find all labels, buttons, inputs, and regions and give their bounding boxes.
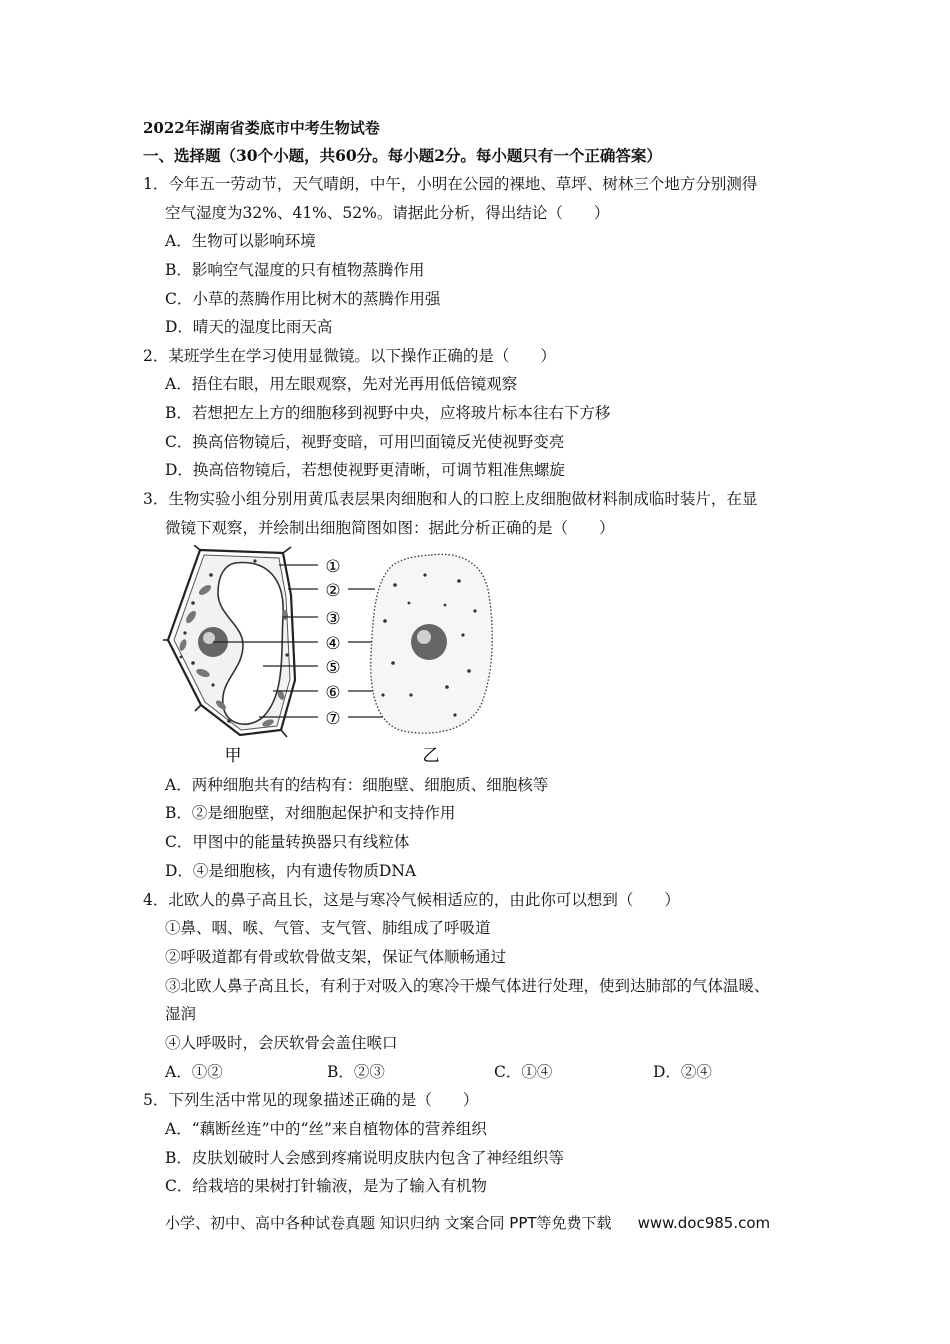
q2-option-a: A．捂住右眼，用左眼观察，先对光再用低倍镜观察 — [165, 375, 518, 393]
q4-statement-3-line1: ③北欧人鼻子高且长，有利于对吸入的寒冷干燥气体进行处理，使到达肺部的气体温暖、 — [165, 977, 770, 995]
q2-option-d: D．换高倍物镜后，若想使视野更清晰，可调节粗准焦螺旋 — [165, 461, 565, 479]
page-footer — [165, 1212, 770, 1233]
q5-option-b: B．皮肤划破时人会感到疼痛说明皮肤内包含了神经组织等 — [165, 1149, 564, 1167]
fig-caption-left: 甲 — [224, 746, 242, 766]
fig-label-1: ① — [325, 557, 341, 577]
exam-title: 2022年湖南省娄底市中考生物试卷 — [143, 119, 380, 137]
q3-option-c: C．甲图中的能量转换器只有线粒体 — [165, 833, 410, 851]
q1-option-a: A．生物可以影响环境 — [165, 232, 316, 250]
q4-option-d: D．②④ — [653, 1063, 712, 1081]
q2-option-b: B．若想把左上方的细胞移到视野中央，应将玻片标本往右下方移 — [165, 404, 611, 422]
q4-statement-3-line2: 湿润 — [165, 1005, 197, 1023]
section-heading: 一、选择题（30个小题，共60分。每小题2分。每小题只有一个正确答案） — [143, 146, 662, 165]
q3-stem-line1: 3．生物实验小组分别用黄瓜表层果肉细胞和人的口腔上皮细胞做材料制成临时装片，在显 — [143, 490, 758, 508]
fig-label-6: ⑥ — [325, 683, 341, 703]
fig-caption-right: 乙 — [422, 746, 440, 766]
q4-stem: 4．北欧人的鼻子高且长，这是与寒冷气候相适应的，由此你可以想到（ ） — [143, 891, 680, 909]
q5-option-c: C．给栽培的果树打针输液，是为了输入有机物 — [165, 1177, 487, 1195]
q1-stem-line2: 空气湿度为32%、41%、52%。请据此分析，得出结论（ ） — [165, 204, 610, 222]
plant-cell — [163, 545, 295, 737]
footer-text: 小学、初中、高中各种试卷真题 知识归纳 文案合同 PPT等免费下载 — [165, 1214, 612, 1232]
q4-statement-1: ①鼻、咽、喉、气管、支气管、肺组成了呼吸道 — [165, 919, 491, 937]
q5-stem: 5．下列生活中常见的现象描述正确的是（ ） — [143, 1091, 479, 1109]
q3-option-b: B．②是细胞壁，对细胞起保护和支持作用 — [165, 804, 456, 822]
fig-label-5: ⑤ — [325, 658, 341, 678]
q3-option-d: D．④是细胞核，内有遗传物质DNA — [165, 862, 417, 880]
q4-option-c: C．①④ — [494, 1063, 553, 1081]
q1-option-b: B．影响空气湿度的只有植物蒸腾作用 — [165, 261, 425, 279]
animal-cell — [371, 554, 493, 733]
q1-option-c: C．小草的蒸腾作用比树木的蒸腾作用强 — [165, 290, 441, 308]
fig-label-3: ③ — [325, 609, 341, 629]
q3-option-a: A．两种细胞共有的结构有：细胞壁、细胞质、细胞核等 — [165, 776, 549, 794]
q1-option-d: D．晴天的湿度比雨天高 — [165, 318, 333, 336]
q4-option-b: B．②③ — [327, 1063, 385, 1081]
q4-option-a: A．①② — [165, 1063, 223, 1081]
q2-stem: 2．某班学生在学习使用显微镜。以下操作正确的是（ ） — [143, 347, 556, 365]
cell-diagram-figure — [163, 545, 653, 767]
q2-option-c: C．换高倍物镜后，视野变暗，可用凹面镜反光使视野变亮 — [165, 433, 565, 451]
fig-label-7: ⑦ — [325, 709, 341, 729]
fig-label-4: ④ — [325, 634, 341, 654]
q3-stem-line2: 微镜下观察，并绘制出细胞简图如图：据此分析正确的是（ ） — [165, 519, 615, 537]
footer-url-link[interactable]: www.doc985.com — [637, 1214, 771, 1232]
q1-stem-line1: 1．今年五一劳动节，天气晴朗，中午，小明在公园的裸地、草坪、树林三个地方分别测得 — [143, 175, 758, 193]
fig-label-2: ② — [325, 581, 341, 601]
q4-statement-2: ②呼吸道都有骨或软骨做支架，保证气体顺畅通过 — [165, 948, 507, 966]
q4-statement-4: ④人呼吸时，会厌软骨会盖住喉口 — [165, 1034, 398, 1052]
q5-option-a: A．“藕断丝连”中的“丝”来自植物体的营养组织 — [165, 1120, 487, 1138]
